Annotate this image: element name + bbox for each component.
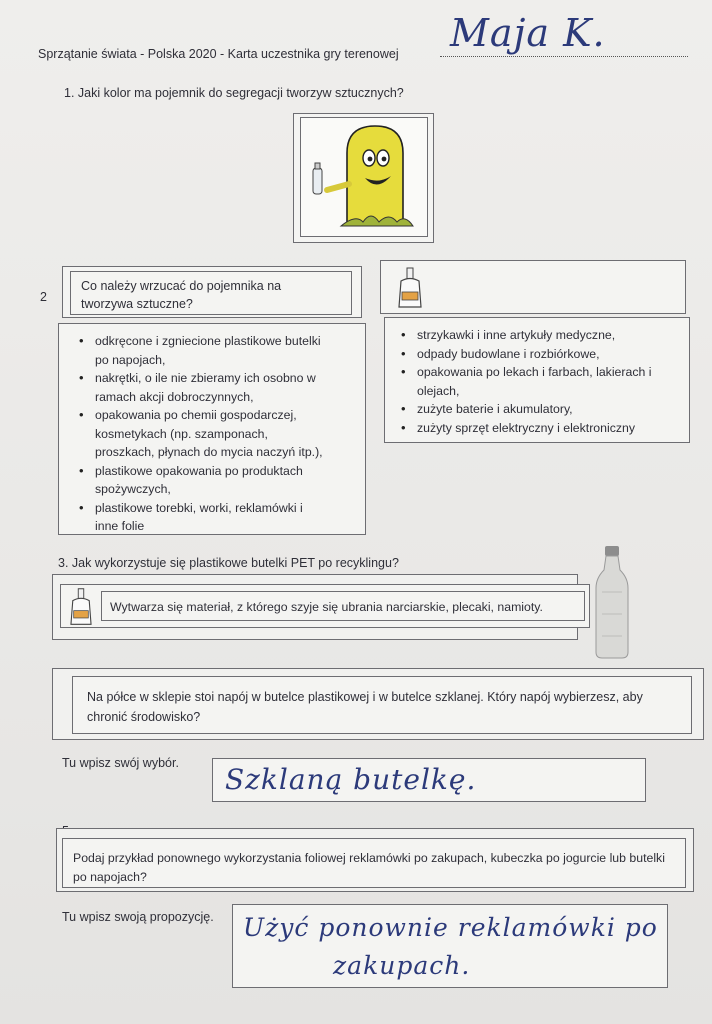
q5-question-box: [62, 838, 686, 888]
q4-answer-box[interactable]: [212, 758, 646, 802]
q2-no-item: • zużyte baterie i akumulatory,: [395, 400, 685, 419]
q5-answer-label: Tu wpisz swoją propozycję.: [62, 910, 214, 924]
q1-question: 1. Jaki kolor ma pojemnik do segregacji tworzyw sztucznych?: [64, 86, 404, 100]
q2-question: Co należy wrzucać do pojemnika na tworzywa sztuczne?: [81, 279, 282, 311]
participant-name: Maja K.: [450, 11, 606, 55]
q2-yes-list-box: [58, 323, 366, 535]
q2-no-item: • zużyty sprzęt elektryczny i elektroniczny: [395, 419, 685, 438]
glue-bottle-icon: [67, 586, 95, 628]
q3-answer-box: [60, 584, 590, 628]
q2-no-list: [395, 326, 685, 437]
pet-bottle-icon: [592, 544, 632, 660]
q2-number: 2: [40, 290, 47, 304]
q5-answer-line2: zakupach.: [333, 951, 471, 980]
q2-yes-item: • plastikowe opakowania po produktach spożywczych,: [73, 462, 323, 499]
q2-yes-item: • nakrętki, o ile nie zbieramy ich osobno w ramach akcji dobroczynnych,: [73, 369, 323, 406]
q5-answer-line1: Użyć ponownie reklamówki po: [243, 913, 658, 942]
q2-yes-item: • odkręcone i zgniecione plastikowe butelki po napojach,: [73, 332, 323, 369]
q4-answer: Szklaną butelkę.: [225, 763, 477, 796]
q2-no-item: • odpady budowlane i rozbiórkowe,: [395, 345, 685, 364]
q3-question: 3. Jak wykorzystuje się plastikowe butelki PET po recyklingu?: [58, 556, 399, 570]
q3-answer: Wytwarza się materiał, z którego szyje się ubrania narciarskie, plecaki, namioty.: [110, 600, 543, 614]
q2-question-box: [70, 271, 352, 315]
q4-question: Na półce w sklepie stoi napój w butelce plastikowej i w butelce szklanej. Który napój wybierzesz, aby chronić środowisko?: [87, 690, 643, 724]
q2-no-list-box: [384, 317, 690, 443]
q3-answer-inner-box: [101, 591, 585, 621]
header-title: Sprzątanie świata - Polska 2020 - Karta uczestnika gry terenowej: [38, 47, 399, 61]
q1-image-inner-frame: [300, 117, 428, 237]
q2-yes-item: • opakowania po chemii gospodarczej, kosmetykach (np. szamponach, proszkach, płynach do mycia naczyń itp.),: [73, 406, 323, 462]
q5-answer-box[interactable]: [232, 904, 668, 988]
q4-question-box: [72, 676, 692, 734]
q5-question: Podaj przykład ponownego wykorzystania foliowej reklamówki po zakupach, kubeczka po jogurcie lub butelki po napojach?: [73, 851, 665, 884]
glue-bottle-icon: [395, 265, 425, 311]
q2-yes-list: [73, 332, 323, 536]
q2-no-item: • strzykawki i inne artykuły medyczne,: [395, 326, 685, 345]
yellow-bin-mascot-icon: [301, 118, 427, 236]
q2-bottle-label-box: [380, 260, 686, 314]
q4-answer-label: Tu wpisz swój wybór.: [62, 756, 179, 770]
q2-yes-item: • plastikowe torebki, worki, reklamówki i inne folie: [73, 499, 323, 536]
q2-no-item: • opakowania po lekach i farbach, lakierach i olejach,: [395, 363, 685, 400]
